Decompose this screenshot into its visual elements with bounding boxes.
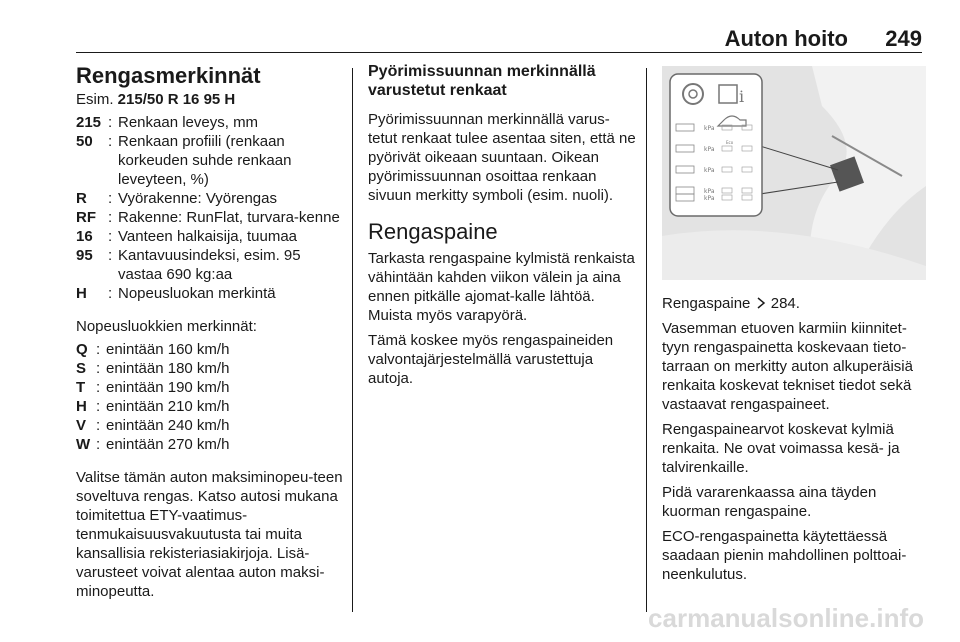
tyre-pressure-label-figure	[662, 66, 926, 280]
page-reference-arrow-icon	[755, 295, 767, 307]
list-value: Renkaan profiili (renkaan korkeuden suhde renkaan leveyteen, %)	[118, 133, 292, 188]
closing-paragraph: Valitse tämän auton maksiminopeu-teen soveltuva rengas. Katso autosi mukana toimitettua ETY-vaatimus-tenmukaisuusvakuutusta tai muita kansallisia rekisteriasiakirjoja. Lisä-varusteet voivat alentaa auton maksi-minopeutta.	[76, 469, 343, 600]
list-separator: :	[96, 398, 101, 415]
list-separator: :	[96, 341, 101, 358]
running-header-title: Auton hoito	[724, 26, 848, 51]
pressure-paragraph-1: Tarkasta rengaspaine kylmistä renkaista vähintään kahden viikon välein ja aina ennen pitkälle ajomat-kalle lähtöä. Muista myös varapyörä.	[368, 250, 635, 324]
section-heading-tyre-markings: Rengasmerkinnät	[76, 63, 261, 88]
speed-class-list	[76, 340, 344, 454]
pressure-reference: Rengaspaine 284.	[662, 295, 800, 312]
list-separator: :	[96, 436, 101, 453]
example-code: 215/50 R 16 95 H	[117, 91, 236, 108]
column-divider-1	[352, 68, 353, 612]
tyre-code-list	[76, 113, 344, 303]
list-key: W	[76, 436, 91, 453]
list-separator: :	[108, 133, 113, 150]
list-key: 95	[76, 247, 93, 264]
list-separator: :	[108, 228, 113, 245]
watermark-footer: carmanualsonline.info	[648, 603, 924, 633]
list-value: enintään 240 km/h	[106, 417, 230, 434]
column-3	[662, 66, 926, 584]
header-rule	[76, 52, 922, 53]
list-value: enintään 270 km/h	[106, 436, 230, 453]
list-key: R	[76, 190, 87, 207]
list-value: enintään 210 km/h	[106, 398, 230, 415]
column-2	[368, 62, 636, 388]
list-key: 16	[76, 228, 93, 245]
sticker-unit-label: kPa	[704, 125, 715, 132]
list-key: 50	[76, 133, 93, 150]
page-number: 249	[885, 26, 922, 51]
list-separator: :	[108, 247, 113, 264]
list-separator: :	[96, 417, 101, 434]
list-value: Vyörakenne: Vyörengas	[118, 190, 277, 207]
spare-wheel-paragraph: Pidä vararenkaassa aina täyden kuorman rengaspaine.	[662, 484, 877, 520]
list-key: T	[76, 379, 86, 396]
list-value: enintään 180 km/h	[106, 360, 230, 377]
list-separator: :	[108, 114, 113, 131]
sticker-unit-label: kPa	[704, 146, 715, 153]
reference-page[interactable]: 284.	[770, 295, 800, 312]
sticker-unit-label: kPa	[704, 167, 715, 174]
list-value: Vanteen halkaisija, tuumaa	[118, 228, 298, 245]
list-separator: :	[96, 360, 101, 377]
list-separator: :	[108, 209, 113, 226]
eco-label: Eco	[726, 140, 734, 145]
sticker-location-paragraph: Vasemman etuoven karmiin kiinnitet-tyyn rengaspainetta koskevaan tieto-tarraan on merkitty auton alkuperäisiä renkaita koskevat tekniset tiedot sekä vastaavat rengaspaineet.	[662, 320, 913, 413]
sticker-unit-label: kPa	[704, 188, 715, 195]
list-key: H	[76, 285, 87, 302]
list-separator: :	[108, 190, 113, 207]
cold-tyres-paragraph: Rengaspainearvot koskevat kylmiä renkaita. Ne ovat voimassa kesä- ja talvirenkaille.	[662, 421, 900, 476]
list-key: V	[76, 417, 87, 434]
column-divider-2	[646, 68, 647, 612]
example-line: Esim. 215/50 R 16 95 H	[76, 91, 236, 108]
list-key: RF	[76, 209, 96, 226]
list-value: Rakenne: RunFlat, turvara-kenne	[118, 209, 340, 226]
list-value: enintään 160 km/h	[106, 341, 230, 358]
list-value: enintään 190 km/h	[106, 379, 230, 396]
list-key: H	[76, 398, 87, 415]
list-value: Kantavuusindeksi, esim. 95 vastaa 690 kg:aa	[118, 247, 301, 283]
rotation-paragraph: Pyörimissuunnan merkinnällä varus-tetut renkaat tulee asentaa siten, että ne pyörivät oikeaan suuntaan. Oikean pyörimissuunnan osoittaa renkaan sivuun merkitty symboli (esim. nuoli).	[368, 111, 636, 204]
eco-pressure-paragraph: ECO-rengaspainetta käytettäessä saadaan pienin mahdollinen polttoai-neenkulutus.	[662, 528, 907, 583]
list-key: 215	[76, 114, 102, 131]
list-value: Renkaan leveys, mm	[118, 114, 259, 131]
door-pillar-illustration	[662, 66, 926, 280]
list-separator: :	[96, 379, 101, 396]
list-key: S	[76, 360, 87, 377]
subheading-rotation: Pyörimissuunnan merkinnällä varustetut renkaat	[368, 63, 596, 99]
list-key: Q	[76, 341, 88, 358]
pressure-paragraph-2: Tämä koskee myös rengaspaineiden valvontajärjestelmällä varustettuja autoja.	[368, 332, 614, 387]
section-heading-tyre-pressure: Rengaspaine	[368, 219, 498, 244]
speed-intro: Nopeusluokkien merkinnät:	[76, 318, 257, 335]
list-separator: :	[108, 285, 113, 302]
sticker-unit-label: kPa	[704, 195, 715, 202]
list-value: Nopeusluokan merkintä	[118, 285, 276, 302]
column-1	[76, 62, 344, 601]
info-icon: i	[739, 87, 745, 106]
